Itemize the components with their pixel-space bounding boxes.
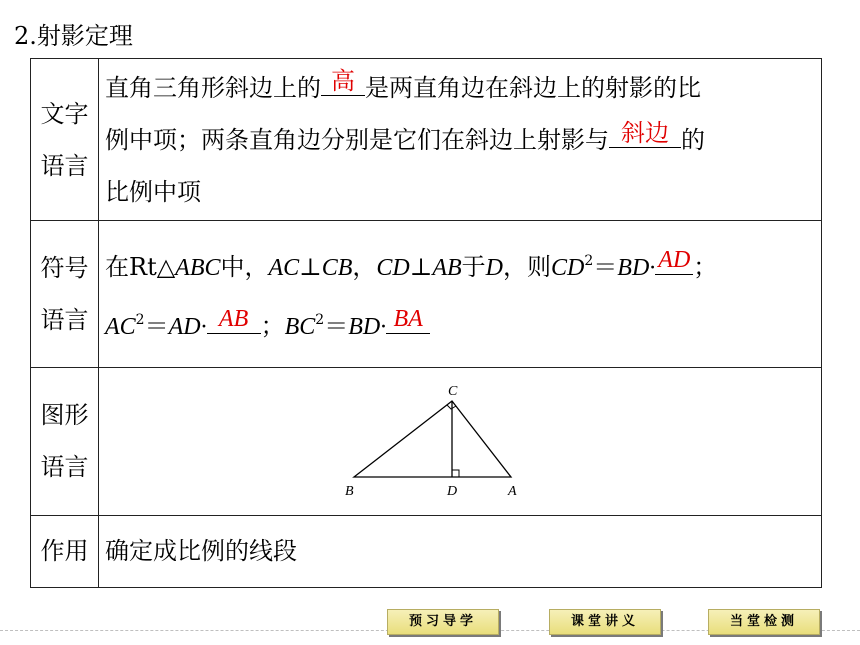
point-label-a: A <box>508 484 517 500</box>
label-line: 语言 <box>40 305 89 334</box>
text-fragment: 的 <box>681 125 705 154</box>
right-angle-mark-d <box>452 470 459 477</box>
symbol-text: BD· <box>617 254 656 281</box>
content-text-language <box>99 59 822 221</box>
section-heading: 2.射影定理 <box>14 22 133 50</box>
answer-text: BA <box>393 305 423 332</box>
text-fragment: ； <box>260 311 285 340</box>
text-fragment: ， <box>352 252 377 281</box>
point-label-c: C <box>448 384 458 400</box>
text-fragment: ⊥ <box>409 252 433 281</box>
answer-blank <box>386 305 430 334</box>
answer-blank <box>321 67 365 96</box>
text-fragment: 是两直角边在斜边上的射影的比 <box>365 73 701 102</box>
content-usage: 确定成比例的线段 <box>99 515 822 587</box>
symbol-text: BC <box>284 313 316 340</box>
text-fragment: 于 <box>461 252 486 281</box>
superscript: 2 <box>135 311 145 328</box>
label-figure-language <box>31 367 99 515</box>
symbol-text: AB <box>432 254 462 281</box>
triangle-figure <box>105 371 815 511</box>
superscript: 2 <box>584 252 594 269</box>
label-line: 语言 <box>40 151 89 180</box>
symbol-line-2 <box>105 294 815 353</box>
text-fragment: 在Rt△ <box>105 252 176 281</box>
symbol-text: AC <box>105 313 136 340</box>
superscript: 2 <box>315 311 325 328</box>
symbol-text: CB <box>321 254 353 281</box>
label-text-language <box>31 59 99 221</box>
text-fragment: 中， <box>220 252 269 281</box>
label-line: 语言 <box>40 453 89 482</box>
symbol-line-1 <box>105 235 815 294</box>
answer-blank <box>655 246 693 275</box>
answer-text: 斜边 <box>621 118 669 147</box>
text-fragment: ； <box>693 252 718 281</box>
symbol-text: ABC <box>175 254 221 281</box>
triangle-abc <box>354 401 511 477</box>
row-symbol-language <box>31 221 822 367</box>
symbol-text: AD· <box>168 313 207 340</box>
row-text-language <box>31 59 822 221</box>
text-fragment: ＝ <box>593 252 618 281</box>
label-line: 文字 <box>40 99 89 128</box>
text-fragment: 直角三角形斜边上的 <box>105 73 321 102</box>
text-line-3: 比例中项 <box>105 177 201 206</box>
row-usage <box>31 515 822 587</box>
text-line-2 <box>105 114 815 166</box>
point-label-d: D <box>447 484 458 500</box>
nav-button-preview[interactable]: 预习导学 <box>387 609 499 635</box>
symbol-text: AC <box>268 254 300 281</box>
symbol-text: CD <box>551 254 585 281</box>
label-usage: 作用 <box>31 515 99 587</box>
point-label-b: B <box>345 484 354 500</box>
symbol-text: BD· <box>348 313 387 340</box>
content-figure <box>99 367 822 515</box>
symbol-text: D <box>485 254 504 281</box>
text-fragment: ，则 <box>503 252 552 281</box>
label-symbol-language <box>31 221 99 367</box>
answer-blank <box>609 119 681 148</box>
answer-text: 高 <box>331 66 355 95</box>
text-line-1 <box>105 62 815 114</box>
nav-button-quiz[interactable]: 当堂检测 <box>708 609 820 635</box>
answer-text: AD <box>658 246 691 273</box>
text-fragment: ⊥ <box>299 252 322 281</box>
text-fragment: 例中项；两条直角边分别是它们在斜边上射影与 <box>105 125 609 154</box>
symbol-text: CD <box>376 254 410 281</box>
answer-blank <box>207 305 261 334</box>
label-line: 符号 <box>40 253 89 282</box>
text-fragment: ＝ <box>144 311 169 340</box>
label-line: 图形 <box>40 401 89 430</box>
row-figure-language <box>31 367 822 515</box>
answer-text: AB <box>218 305 249 332</box>
text-fragment: ＝ <box>324 311 349 340</box>
theorem-table <box>30 58 822 588</box>
nav-button-lecture[interactable]: 课堂讲义 <box>549 609 661 635</box>
content-symbol-language <box>99 221 822 367</box>
